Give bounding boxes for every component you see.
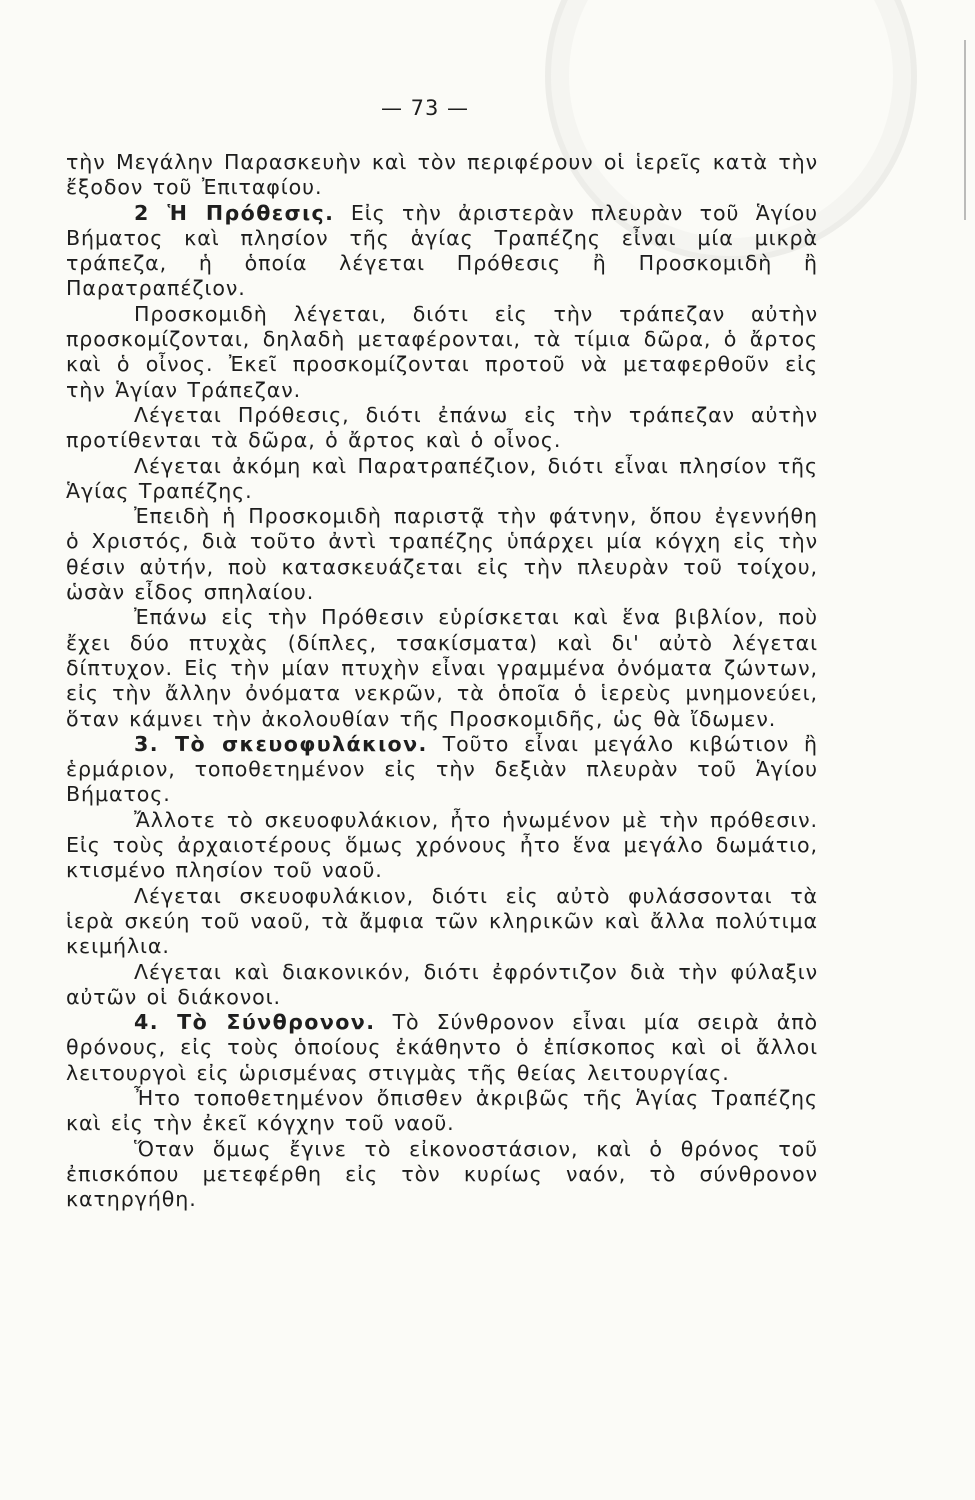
paragraph-text: τὴν Μεγάλην Παρασκευὴν καὶ τὸν περιφέρουν οἱ ἱερεῖς κατὰ τὴν ἔξοδον τοῦ Ἐπιταφίου. <box>66 150 818 200</box>
paragraph-text: Τοῦτο εἶναι μεγάλο κιβώτιον ἢ ἑρμάριον, τοποθετημένον εἰς τὴν δεξιὰν πλευρὰν τοῦ Ἁγίου Βήματος. <box>66 731 818 807</box>
paragraph-text: Ἐπειδὴ ἡ Προσκομιδὴ παριστᾷ τὴν φάτνην, ὅπου ἐγεννήθη ὁ Χριστός, διὰ τοῦτο ἀντὶ τραπέζης ὑπάρχει μία κόγχη εἰς τὴν θέσιν αὐτήν, ποὺ κατασκευάζεται εἰς τὴν πλευρὰν τοῦ τοίχου, ὡσὰν εἶδος σπηλαίου. <box>66 504 818 605</box>
paragraph-text: Τὸ Σύνθρονον εἶναι μία σειρὰ ἀπὸ θρόνους, εἰς τοὺς ὁποίους ἐκάθηντο ὁ ἐπίσκοπος καὶ οἱ ἄλλοι λειτουργοὶ εἰς ὡρισμένας στιγμὰς τῆς θείας λειτουργίας. <box>66 1010 819 1085</box>
page-number: — 73 — <box>380 96 470 120</box>
paragraph <box>66 732 818 808</box>
paragraph <box>66 1137 818 1213</box>
paragraph-text: Λέγεται σκευοφυλάκιον, διότι εἰς αὐτὸ φυλάσσονται τὰ ἱερὰ σκεύη τοῦ ναοῦ, τὰ ἄμφια τῶν κληρικῶν καὶ ἄλλα πολύτιμα κειμήλια. <box>66 883 818 959</box>
paragraph-text: Προσκομιδὴ λέγεται, διότι εἰς τὴν τράπεζαν αὐτὴν προσκομίζονται, δηλαδὴ μεταφέρονται, τὰ τίμια δῶρα, ὁ ἄρτος καὶ ὁ οἶνος. Ἐκεῖ προσκομίζονται προτοῦ νὰ μεταφερθοῦν εἰς τὴν Ἁγίαν Τράπεζαν. <box>66 301 818 402</box>
page-body <box>66 150 818 1212</box>
paragraph-text: Ὅταν ὅμως ἔγινε τὸ εἰκονοστάσιον, καὶ ὁ θρόνος τοῦ ἐπισκόπου μετεφέρθη εἰς τὸν κυρίως ναόν, τὸ σύνθρονον κατηργήθη. <box>66 1136 818 1212</box>
section-heading: 3. Τὸ σκευοφυλάκιον. <box>134 731 428 756</box>
paragraph <box>66 504 818 605</box>
paragraph <box>66 201 818 302</box>
paragraph <box>66 150 818 201</box>
paragraph-text: Εἰς τὴν ἀριστερὰν πλευρὰν τοῦ Ἁγίου Βήματος καὶ πλησίον τῆς ἁγίας Τραπέζης εἶναι μία μικρὰ τράπεζα, ἡ ὁποία λέγεται Πρόθεσις ἢ Προσκομιδὴ ἢ Παρατραπέζιον. <box>66 200 818 301</box>
paragraph-text: Ἄλλοτε τὸ σκευοφυλάκιον, ἦτο ἡνωμένον μὲ τὴν πρόθεσιν. Εἰς τοὺς ἀρχαιοτέρους ὅμως χρόνους ἦτο ἕνα μεγάλο δωμάτιο, κτισμένο πλησίον τοῦ ναοῦ. <box>66 807 818 883</box>
paragraph <box>66 403 818 454</box>
paragraph <box>66 302 818 403</box>
section-heading: 2 Ἡ Πρόθεσις. <box>134 200 335 225</box>
paragraph-text: Λέγεται Πρόθεσις, διότι ἐπάνω εἰς τὴν τράπεζαν αὐτὴν προτίθενται τὰ δῶρα, ὁ ἄρτος καὶ ὁ οἶνος. <box>66 402 818 453</box>
paragraph <box>66 605 818 731</box>
paragraph <box>66 808 818 884</box>
paragraph <box>66 454 818 505</box>
paragraph <box>66 884 818 960</box>
section-heading: 4. Τὸ Σύνθρονον. <box>134 1010 376 1035</box>
paragraph <box>66 960 818 1011</box>
paragraph <box>66 1010 818 1086</box>
paragraph <box>66 1086 818 1137</box>
paragraph-text: Ἐπάνω εἰς τὴν Πρόθεσιν εὑρίσκεται καὶ ἕνα βιβλίον, ποὺ ἔχει δύο πτυχὰς (δίπλες, τσακίσματα) καὶ δι' αὐτὸ λέγεται δίπτυχον. Εἰς τὴν μίαν πτυχὴν εἶναι γραμμένα ὀνόματα ζώντων, εἰς τὴν ἄλλην ὀνόματα νεκρῶν, τὰ ὁποῖα ὁ ἱερεὺς μνημονεύει, ὅταν κάμνει τὴν ἀκολουθίαν τῆς Προσκομιδῆς, ὡς θὰ ἴδωμεν. <box>66 605 818 731</box>
paragraph-text: Λέγεται καὶ διακονικόν, διότι ἐφρόντιζον διὰ τὴν φύλαξιν αὐτῶν οἱ διάκονοι. <box>66 959 818 1009</box>
binding-edge <box>964 40 966 220</box>
paragraph-text: Λέγεται ἀκόμη καὶ Παρατραπέζιον, διότι εἶναι πλησίον τῆς Ἁγίας Τραπέζης. <box>66 453 818 503</box>
paragraph-text: Ἦτο τοποθετημένον ὄπισθεν ἀκριβῶς τῆς Ἁγίας Τραπέζης καὶ εἰς τὴν ἐκεῖ κόγχην τοῦ ναοῦ. <box>66 1085 818 1136</box>
